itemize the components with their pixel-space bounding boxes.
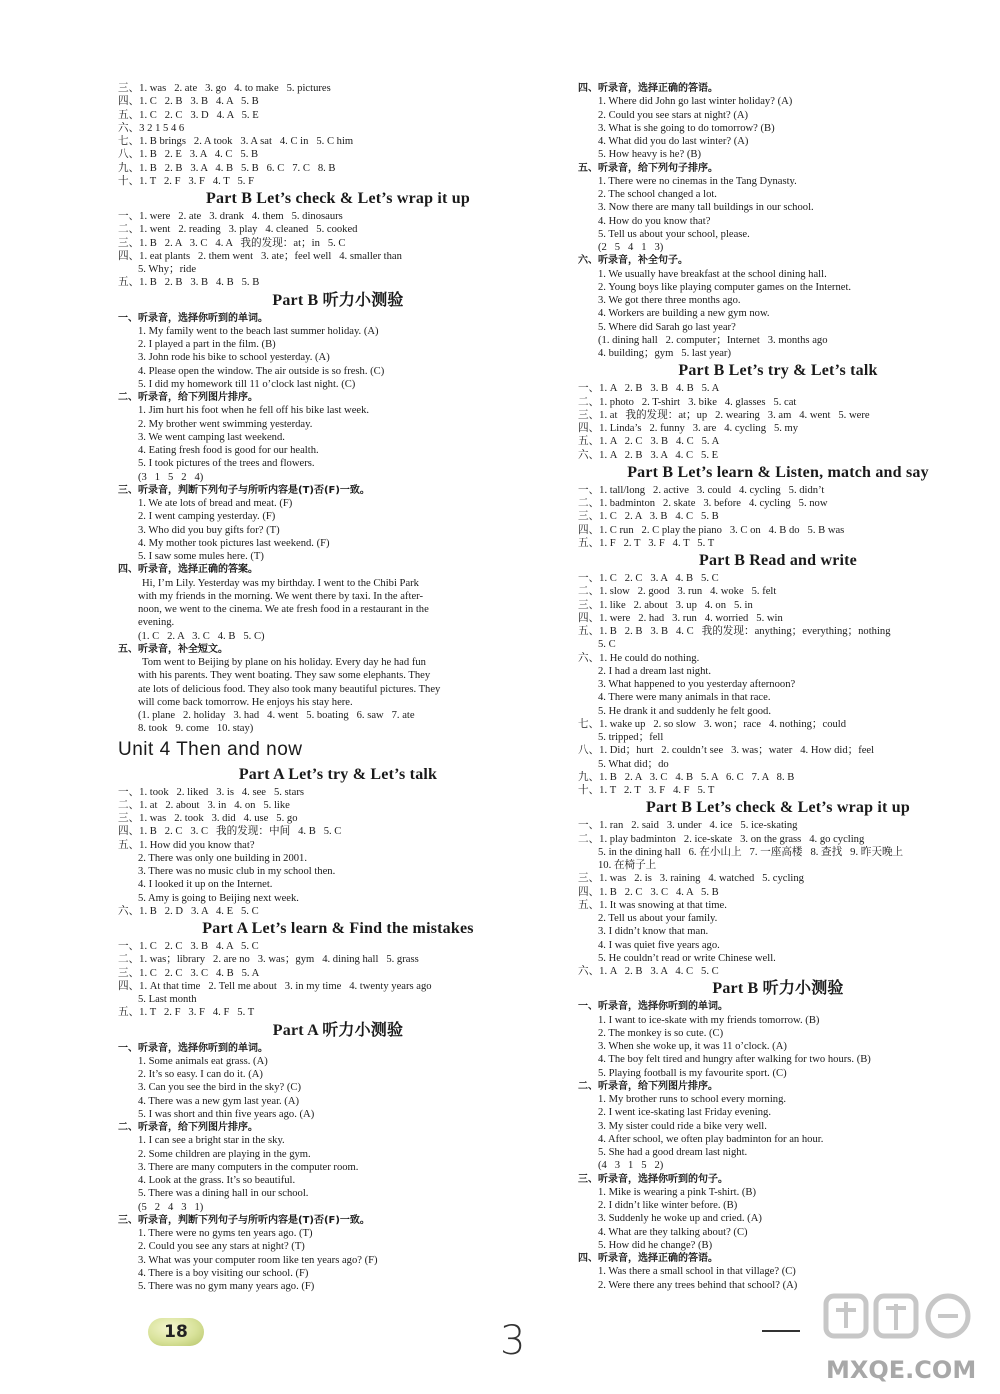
answer-line: 2. Young boys like playing computer games on the Internet. — [598, 281, 852, 293]
answer-line: 五、1. B 2. B 3. B 4. C 我的发现：anything；everything；nothing — [578, 626, 891, 637]
answer-line: 二、1. slow 2. good 3. run 4. woke 5. felt — [578, 586, 777, 598]
answer-line: 1. I can see a bright star in the sky. — [138, 1135, 285, 1147]
answer-line: 2. There was only one building in 2001. — [138, 852, 307, 864]
answer-line: 三、1. was 2. took 3. did 4. use 5. go — [118, 813, 298, 824]
answer-line: 1. There were no cinemas in the Tang Dynasty. — [598, 175, 797, 187]
answer-line: 四、1. B 2. C 3. C 4. A 5. B — [578, 886, 719, 898]
answer-line: 1. We ate lots of bread and meat. (F) — [138, 498, 293, 509]
answer-line: 3. John rode his bike to school yesterday. (A) — [138, 352, 330, 364]
answer-line: 三、1. C 2. A 3. B 4. C 5. B — [578, 511, 719, 523]
answer-line: 三、1. was 2. ate 3. go 4. to make 5. pictures — [118, 83, 331, 94]
answer-line: 三、1. at 我的发现：at；up 2. wearing 3. am 4. went 5. were — [578, 409, 870, 421]
question-heading: 二、听录音，给下列图片排序。 — [118, 1122, 258, 1133]
unit-title: Unit 4 Then and now — [118, 738, 303, 760]
answer-line: 五、1. F 2. T 3. F 4. T 5. T — [578, 537, 715, 549]
answer-line: 1. Mike is wearing a pink T-shirt. (B) — [598, 1186, 757, 1198]
answer-line: 5. Tell us about your school, please. — [598, 228, 750, 240]
question-heading: 二、听录音，给下列图片排序。 — [118, 392, 258, 403]
answer-line: 3. There was no music club in my school then. — [138, 866, 336, 877]
answer-line: Hi, I’m Lily. Yesterday was my birthday. I went to the Chibi Park — [142, 577, 419, 589]
section-heading: Part B 听力小测验 — [712, 980, 844, 998]
answer-line: 四、1. eat plants 2. them went 3. ate；feel well 4. smaller than — [118, 250, 402, 262]
answer-line: 3. We went camping last weekend. — [138, 431, 285, 443]
answer-line: 5. What did；do — [598, 758, 669, 770]
answer-line: 3. Now there are many tall buildings in our school. — [598, 202, 814, 214]
section-heading: Part A 听力小测验 — [272, 1021, 404, 1039]
answer-line: 六、1. A 2. B 3. A 4. C 5. E — [578, 449, 719, 461]
answer-line: 4. After school, we often play badminton for an hour. — [598, 1133, 824, 1145]
question-heading: 四、听录音，选择正确的答案。 — [118, 564, 258, 576]
right-column — [578, 82, 978, 1292]
answer-line: 4. There is a boy visiting our school. (F) — [138, 1267, 309, 1279]
section-heading: Part B Let’s try & Let’s talk — [678, 362, 878, 380]
answer-line: 4. How do you know that? — [598, 215, 711, 227]
answer-line: 5. He drank it and suddenly he felt good. — [598, 705, 771, 717]
answer-line: 五、1. It was snowing at that time. — [578, 899, 727, 911]
answer-line: 一、1. ran 2. said 3. under 4. ice 5. ice-skating — [578, 820, 798, 832]
answer-line: 4. There were many animals in that race. — [598, 692, 771, 704]
section-heading: Part B 听力小测验 — [272, 291, 404, 309]
answer-line: 三、1. B 2. A 3. C 4. A 我的发现：at；in 5. C — [118, 237, 346, 249]
answer-line: 3. Who did you buy gifts for? (T) — [138, 524, 280, 536]
answer-line: 2. The school changed a lot. — [598, 189, 717, 200]
answer-line: 五、1. A 2. C 3. B 4. C 5. A — [578, 436, 720, 448]
answer-line: 七、1. B brings 2. A took 3. A sat 4. C in 5. C him — [118, 136, 354, 147]
answer-line: 四、1. C run 2. C play the piano 3. C on 4. B do 5. B was — [578, 524, 845, 536]
answer-line: 3. What is she going to do tomorrow? (B) — [598, 122, 775, 134]
answer-line: 2. Some children are playing in the gym. — [138, 1148, 311, 1160]
answer-line: 4. What did you do last winter? (A) — [598, 136, 749, 147]
answer-line: noon, we went to the cinema. We ate fresh food in a restaurant in the — [138, 604, 429, 615]
answer-line: 1. My family went to the beach last summer holiday. (A) — [138, 325, 379, 337]
answer-line: 5. I saw some mules here. (T) — [138, 551, 264, 562]
answer-line: 四、1. C 2. B 3. B 4. A 5. B — [118, 96, 259, 108]
answer-line: 一、1. A 2. B 3. B 4. B 5. A — [578, 383, 720, 395]
answer-line: 3. Suddenly he woke up and cried. (A) — [598, 1213, 762, 1225]
question-heading: 三、听录音，判断下列句子与所听内容是(T)否(F)一致。 — [118, 1214, 370, 1226]
answer-line: 5. tripped；fell — [598, 732, 664, 743]
answer-line: 十、1. T 2. T 3. F 4. F 5. T — [578, 785, 715, 796]
answer-line: 九、1. B 2. B 3. A 4. B 5. B 6. C 7. C 8. B — [118, 162, 336, 174]
answer-line: 一、1. C 2. C 3. B 4. A 5. C — [118, 941, 259, 952]
answer-line: 三、1. C 2. C 3. C 4. B 5. A — [118, 967, 260, 979]
answer-line: 5. There was no gym many years ago. (F) — [138, 1281, 315, 1292]
section-heading: Part B Let’s check & Let’s wrap it up — [646, 799, 910, 817]
answer-line: 2. Were there any trees behind that school? (A) — [598, 1279, 798, 1291]
answer-line: 四、1. were 2. had 3. run 4. worried 5. win — [578, 612, 783, 624]
answer-line: 5. C — [598, 639, 616, 651]
answer-line: 4. Workers are building a new gym now. — [598, 308, 770, 320]
section-heading: Part A Let’s learn & Find the mistakes — [202, 920, 474, 937]
answer-line: 4. Eating fresh food is good for our health. — [138, 445, 319, 456]
answer-line: 5. He couldn’t read or write Chinese well. — [598, 952, 776, 964]
answer-line: with my friends in the morning. We went there by taxi. In the after- — [138, 590, 423, 602]
answer-line: 四、1. B 2. C 3. C 我的发现：中间 4. B 5. C — [118, 826, 342, 838]
question-heading: 五、听录音，补全短文。 — [118, 643, 228, 655]
watermark-logo — [820, 1292, 990, 1388]
answer-line: 10. 在椅子上 — [598, 860, 657, 871]
answer-line: 5. in the dining hall 6. 在小山上 7. 一座高楼 8. 查找 9. 昨天晚上 — [598, 846, 904, 858]
answer-line: 九、1. B 2. A 3. C 4. B 5. A 6. C 7. A 8. B — [578, 771, 795, 783]
answer-line: 5. Last month — [138, 994, 197, 1005]
answer-line: 1. Some animals eat grass. (A) — [138, 1055, 268, 1067]
answer-line: 六、1. B 2. D 3. A 4. E 5. C — [118, 905, 259, 917]
answer-line: 2. It’s so easy. I can do it. (A) — [138, 1069, 263, 1080]
answer-line: with his parents. They went boating. They saw some elephants. They — [138, 670, 431, 682]
answer-line: (4 3 1 5 2) — [598, 1160, 664, 1172]
answer-line: 3. What happened to you yesterday afternoon? — [598, 679, 796, 690]
answer-line: 五、1. How did you know that? — [118, 839, 255, 851]
answer-line: 4. There was a new gym last year. (A) — [138, 1095, 300, 1107]
answer-line: (1. dining hall 2. computer；Internet 3. months ago — [598, 334, 828, 346]
answer-line: 二、1. badminton 2. skate 3. before 4. cycling 5. now — [578, 498, 828, 509]
answer-line: 六、1. He could do nothing. — [578, 652, 700, 664]
answer-line: 二、1. went 2. reading 3. play 4. cleaned 5. cooked — [118, 224, 358, 236]
answer-line: 二、1. play badminton 2. ice-skate 3. on the grass 4. go cycling — [578, 833, 865, 845]
question-heading: 一、听录音，选择你听到的单词。 — [118, 1042, 268, 1054]
question-heading: 一、听录音，选择你听到的单词。 — [578, 1001, 728, 1013]
answer-line: 2. I went camping yesterday. (F) — [138, 511, 276, 523]
answer-line: 二、1. at 2. about 3. in 4. on 5. like — [118, 799, 290, 811]
answer-line: 1. Jim hurt his foot when he fell off his bike last week. — [138, 405, 370, 417]
answer-line: evening. — [138, 617, 175, 629]
answer-line: Tom went to Beijing by plane on his holiday. Every day he had fun — [142, 657, 426, 668]
answer-line: 4. I looked it up on the Internet. — [138, 879, 273, 891]
answer-line: 五、1. C 2. C 3. D 4. A 5. E — [118, 109, 259, 121]
answer-line: 5. Amy is going to Beijing next week. — [138, 892, 299, 904]
section-heading: Part B Read and write — [699, 552, 857, 569]
answer-line: 1. There were no gyms ten years ago. (T) — [138, 1228, 313, 1239]
answer-line: 3. I didn’t know that man. — [598, 926, 709, 938]
answer-line: 2. I had a dream last night. — [598, 665, 711, 677]
answer-line: 5. Playing football is my favourite sport. (C) — [598, 1067, 787, 1079]
answer-line: 8. took 9. come 10. stay) — [138, 723, 254, 735]
question-heading: 三、听录音，判断下列句子与所听内容是(T)否(F)一致。 — [118, 484, 370, 496]
answer-line: 三、1. was 2. is 3. raining 4. watched 5. cycling — [578, 873, 804, 885]
answer-line: 1. We usually have breakfast at the school dining hall. — [598, 268, 827, 280]
answer-line: 四、1. Linda’s 2. funny 3. are 4. cycling 5. my — [578, 423, 799, 434]
answer-line: 六、1. A 2. B 3. A 4. C 5. C — [578, 966, 719, 977]
left-column — [118, 82, 558, 1293]
answer-line: (1. plane 2. holiday 3. had 4. went 5. boating 6. saw 7. ate — [138, 710, 415, 721]
answer-line: will come back tomorrow. He enjoys his stay here. — [138, 696, 353, 708]
answer-line: 4. building；gym 5. last year) — [598, 348, 731, 359]
answer-line: 2. The monkey is so cute. (C) — [598, 1027, 724, 1039]
answer-line: 3. There are many computers in the computer room. — [138, 1161, 359, 1173]
answer-line: 5. She had a good dream last night. — [598, 1147, 748, 1158]
question-heading: 六、听录音，补全句子。 — [578, 255, 688, 267]
answer-line: 5. I took pictures of the trees and flowers. — [138, 458, 315, 470]
answer-line: 五、1. B 2. B 3. B 4. B 5. B — [118, 277, 260, 289]
answer-line: 二、1. was；library 2. are no 3. was；gym 4. dining hall 5. grass — [118, 954, 419, 966]
answer-line: 五、1. T 2. F 3. F 4. F 5. T — [118, 1007, 255, 1019]
handwritten-mark: 3 — [500, 1318, 526, 1364]
answer-line: 八、1. B 2. E 3. A 4. C 5. B — [118, 149, 259, 161]
answer-line: 4. My mother took pictures last weekend. (F) — [138, 537, 330, 549]
answer-line: 2. I didn’t like winter before. (B) — [598, 1200, 738, 1211]
answer-line: 4. I was quiet five years ago. — [598, 939, 720, 951]
answer-line: 5. How heavy is he? (B) — [598, 149, 701, 161]
answer-line: 3. My sister could ride a bike very well. — [598, 1120, 767, 1132]
answer-line: 3. What was your computer room like ten years ago? (F) — [138, 1254, 378, 1266]
answer-line: (2 5 4 1 3) — [598, 242, 664, 253]
answer-line: 4. Look at the grass. It’s so beautiful. — [138, 1175, 296, 1186]
answer-line: 2. I went ice-skating last Friday evening. — [598, 1107, 771, 1119]
answer-line: 5. There was a dining hall in our school. — [138, 1188, 309, 1200]
answer-line: 三、1. like 2. about 3. up 4. on 5. in — [578, 599, 753, 611]
question-heading: 四、听录音，选择正确的答语。 — [578, 1253, 718, 1264]
question-heading: 二、听录音，给下列图片排序。 — [578, 1080, 718, 1092]
answer-line: (5 2 4 3 1) — [138, 1201, 204, 1213]
question-heading: 四、听录音，选择正确的答语。 — [578, 83, 718, 94]
answer-line: 2. Could you see any stars at night? (T) — [138, 1241, 305, 1253]
answer-line: 1. Was there a small school in that village? (C) — [598, 1266, 796, 1278]
answer-line: ate lots of delicious food. They also took many beautiful pictures. They — [138, 683, 441, 695]
section-heading: Part B Let’s learn & Listen, match and say — [627, 463, 929, 481]
answer-line: 3. Can you see the bird in the sky? (C) — [138, 1082, 301, 1094]
answer-line: 八、1. Did；hurt 2. couldn’t see 3. was；water 4. How did；feel — [578, 745, 875, 757]
answer-line: 一、1. C 2. C 3. A 4. B 5. C — [578, 573, 719, 584]
answer-line: 4. The boy felt tired and hungry after walking for two hours. (B) — [598, 1054, 871, 1066]
answer-line: 1. I want to ice-skate with my friends tomorrow. (B) — [598, 1014, 820, 1026]
answer-line: 1. Where did John go last winter holiday? (A) — [598, 96, 793, 108]
answer-line: (1. C 2. A 3. C 4. B 5. C) — [138, 630, 265, 642]
answer-line: 4. Please open the window. The air outside is so fresh. (C) — [138, 365, 385, 377]
page-number-badge: 18 — [148, 1318, 204, 1346]
answer-line: 一、1. were 2. ate 3. drank 4. them 5. dinosaurs — [118, 211, 343, 222]
answer-line: 5. Why；ride — [138, 264, 197, 275]
answer-line: 四、1. At that time 2. Tell me about 3. in my time 4. twenty years ago — [118, 980, 432, 992]
question-heading: 一、听录音，选择你听到的单词。 — [118, 312, 268, 324]
watermark-text: MXQE.COM — [826, 1356, 977, 1384]
answer-line: 一、1. took 2. liked 3. is 4. see 5. stars — [118, 786, 304, 798]
answer-line: 4. What are they talking about? (C) — [598, 1226, 748, 1238]
answer-line: 七、1. wake up 2. so slow 3. won；race 4. nothing；could — [578, 718, 847, 730]
question-heading: 三、听录音，选择你听到的句子。 — [578, 1173, 728, 1185]
answer-line: 2. Could you see stars at night? (A) — [598, 109, 749, 121]
answer-line: 十、1. T 2. F 3. F 4. T 5. F — [118, 175, 254, 187]
answer-line: 六、3 2 1 5 4 6 — [118, 122, 185, 134]
answer-line: 1. My brother runs to school every morning. — [598, 1094, 787, 1105]
answer-line: 2. My brother went swimming yesterday. — [138, 418, 313, 430]
section-heading: Part B Let’s check & Let’s wrap it up — [206, 190, 470, 207]
answer-line: 5. I did my homework till 11 o’clock last night. (C) — [138, 378, 356, 390]
answer-line: 3. When she woke up, it was 11 o’clock. (A) — [598, 1041, 787, 1052]
answer-line: (3 1 5 2 4) — [138, 471, 204, 483]
answer-line: 5. I was short and thin five years ago. (A) — [138, 1108, 315, 1120]
answer-line: 2. I played a part in the film. (B) — [138, 339, 276, 350]
answer-line: 一、1. tall/long 2. active 3. could 4. cycling 5. didn’t — [578, 484, 825, 496]
answer-line: 2. Tell us about your family. — [598, 913, 718, 924]
answer-line: 3. We got there three months ago. — [598, 295, 741, 306]
section-heading: Part A Let’s try & Let’s talk — [238, 765, 438, 783]
answer-line: 5. How did he change? (B) — [598, 1239, 713, 1251]
footer-dash — [762, 1330, 800, 1332]
question-heading: 五、听录音，给下列句子排序。 — [578, 162, 718, 174]
answer-line: 二、1. photo 2. T-shirt 3. bike 4. glasses 5. cat — [578, 396, 797, 408]
answer-line: 5. Where did Sarah go last year? — [598, 321, 736, 333]
